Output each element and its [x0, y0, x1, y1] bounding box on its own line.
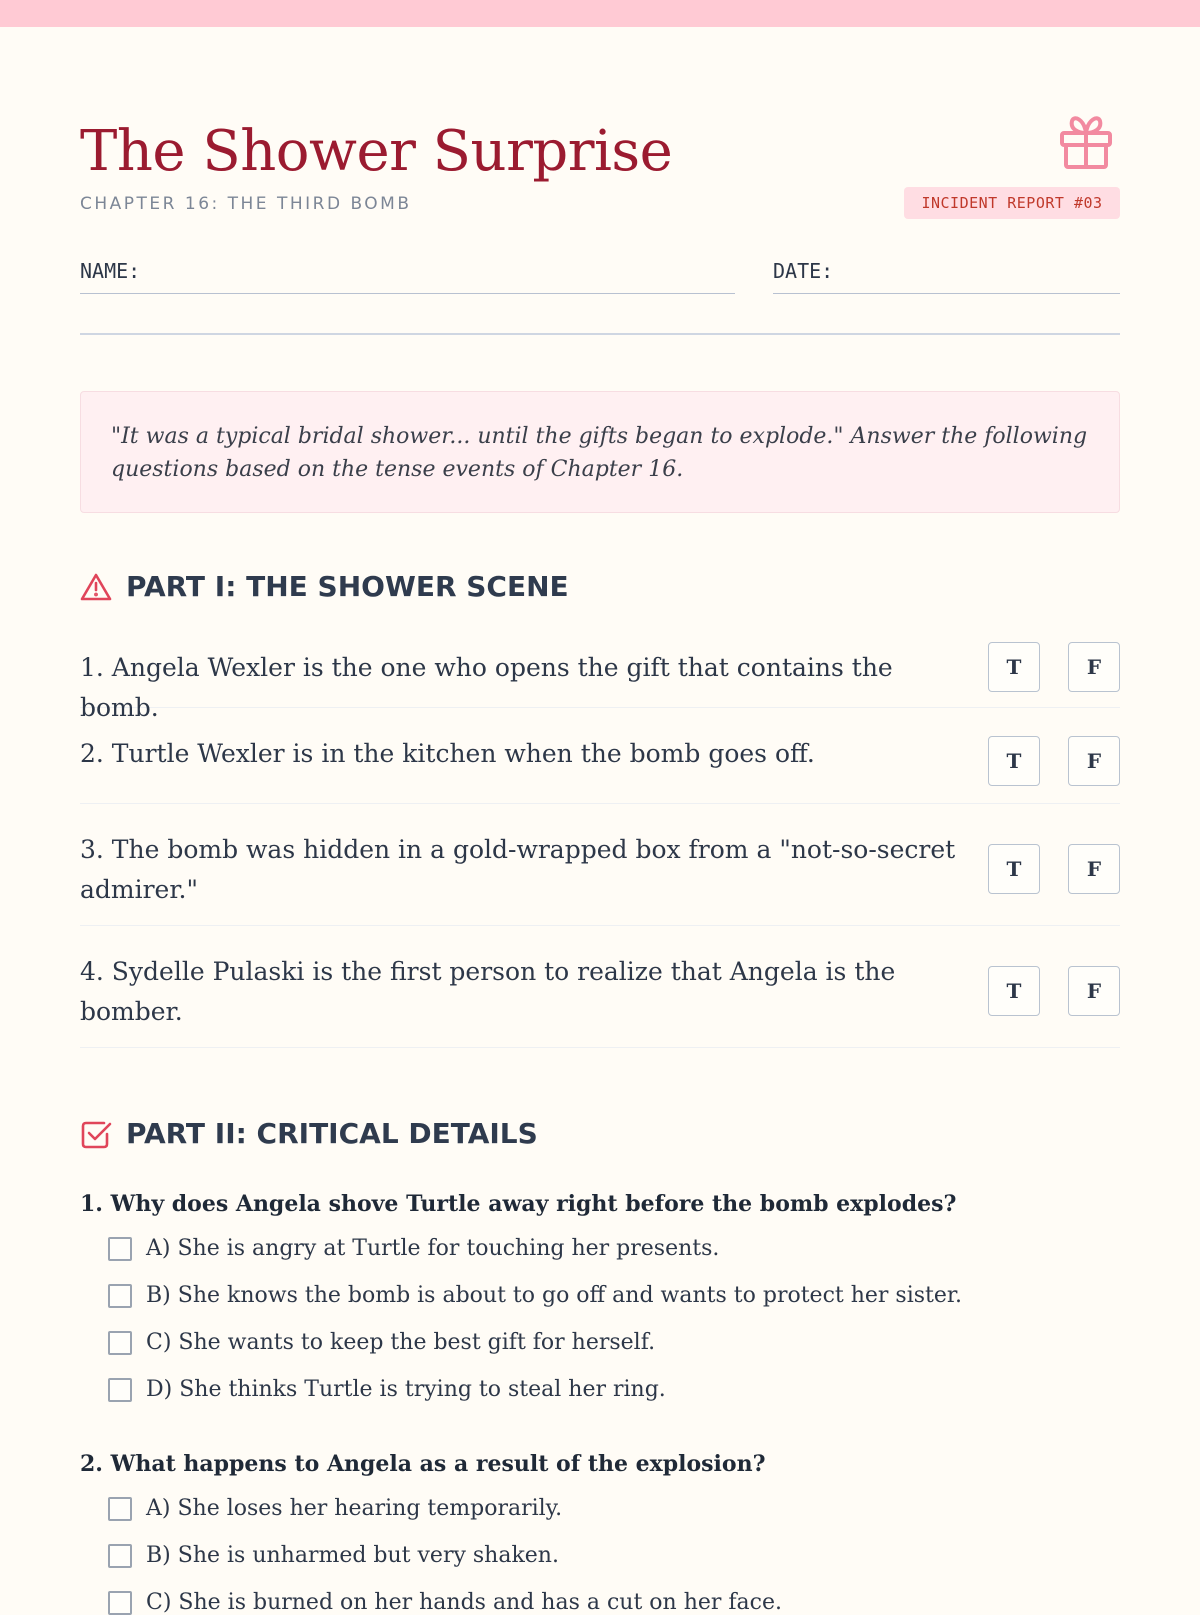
- true-button[interactable]: T: [988, 642, 1040, 692]
- page-title: The Shower Surprise: [80, 119, 673, 184]
- option-label: A) She is angry at Turtle for touching her presents.: [146, 1236, 720, 1261]
- option-1d[interactable]: [108, 1377, 666, 1402]
- tf-question: 4. Sydelle Pulaski is the first person to realize that Angela is the bomber.: [80, 957, 896, 1026]
- checkbox[interactable]: [108, 1591, 132, 1615]
- option-label: B) She knows the bomb is about to go off and wants to protect her sister.: [146, 1283, 962, 1308]
- option-label: B) She is unharmed but very shaken.: [146, 1543, 559, 1568]
- header-divider: [80, 333, 1120, 335]
- part2-heading: [80, 1117, 538, 1150]
- part2-title: PART II: CRITICAL DETAILS: [126, 1117, 538, 1150]
- date-label: DATE:: [773, 259, 834, 283]
- option-1b[interactable]: [108, 1283, 962, 1308]
- option-2c[interactable]: [108, 1590, 782, 1615]
- checkbox[interactable]: [108, 1331, 132, 1355]
- tf-question: 3. The bomb was hidden in a gold-wrapped box from a "not-so-secret admirer.": [80, 835, 956, 904]
- option-2a[interactable]: [108, 1496, 562, 1521]
- incident-badge: INCIDENT REPORT #03: [904, 187, 1120, 219]
- true-button[interactable]: T: [988, 966, 1040, 1016]
- false-button[interactable]: F: [1068, 736, 1120, 786]
- part1-heading: [80, 570, 569, 603]
- option-label: A) She loses her hearing temporarily.: [146, 1496, 563, 1521]
- intro-box: "It was a typical bridal shower... until the gifts began to explode." Answer the following questions based on the tense events of Chapter 16.: [80, 391, 1120, 513]
- true-button[interactable]: T: [988, 844, 1040, 894]
- true-button[interactable]: T: [988, 736, 1040, 786]
- tf-question: 1. Angela Wexler is the one who opens the gift that contains the bomb.: [80, 653, 893, 722]
- false-button[interactable]: F: [1068, 844, 1120, 894]
- mc-question-1: 1. Why does Angela shove Turtle away right before the bomb explodes?: [80, 1191, 957, 1217]
- tf-row-2: [80, 708, 1120, 804]
- warning-icon: [80, 572, 112, 602]
- tf-row-3: [80, 804, 1120, 926]
- checkbox[interactable]: [108, 1544, 132, 1568]
- name-field[interactable]: [80, 259, 735, 294]
- option-1c[interactable]: [108, 1330, 655, 1355]
- checkbox-icon: [80, 1119, 112, 1149]
- option-label: D) She thinks Turtle is trying to steal her ring.: [146, 1377, 666, 1402]
- checkbox[interactable]: [108, 1237, 132, 1261]
- name-label: NAME:: [80, 259, 141, 283]
- date-field[interactable]: [773, 259, 1120, 294]
- option-label: C) She wants to keep the best gift for herself.: [146, 1330, 656, 1355]
- mc-question-2: 2. What happens to Angela as a result of the explosion?: [80, 1451, 766, 1477]
- chapter-subtitle: CHAPTER 16: THE THIRD BOMB: [80, 194, 412, 214]
- option-1a[interactable]: [108, 1236, 719, 1261]
- gift-icon: [1058, 113, 1114, 171]
- checkbox[interactable]: [108, 1378, 132, 1402]
- option-2b[interactable]: [108, 1543, 559, 1568]
- checkbox[interactable]: [108, 1497, 132, 1521]
- false-button[interactable]: F: [1068, 966, 1120, 1016]
- tf-row-1: [80, 638, 1120, 722]
- part1-title: PART I: THE SHOWER SCENE: [126, 570, 569, 603]
- tf-question: 2. Turtle Wexler is in the kitchen when the bomb goes off.: [80, 739, 815, 768]
- false-button[interactable]: F: [1068, 642, 1120, 692]
- tf-row-4: [80, 926, 1120, 1048]
- top-accent-bar: [0, 0, 1200, 27]
- option-label: C) She is burned on her hands and has a cut on her face.: [146, 1590, 783, 1615]
- checkbox[interactable]: [108, 1284, 132, 1308]
